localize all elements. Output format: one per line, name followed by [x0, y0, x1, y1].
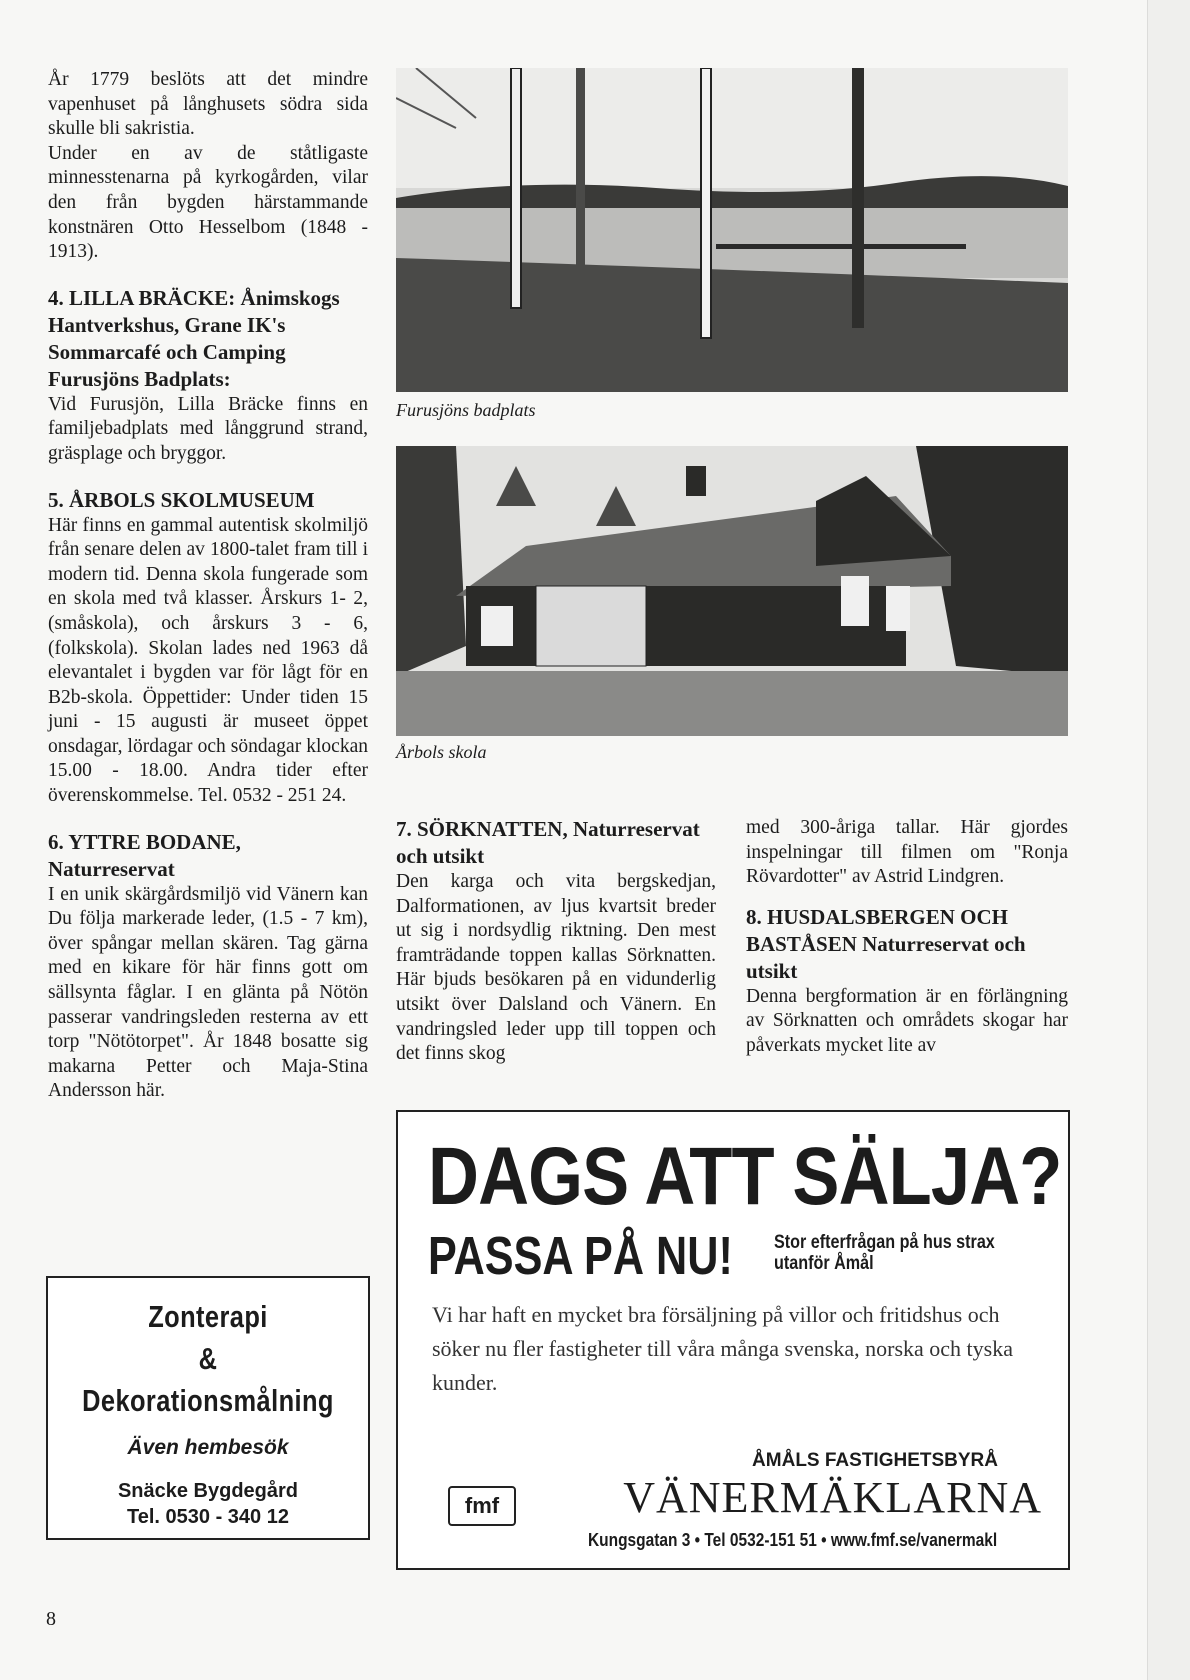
- ad-subheadline: PASSA PÅ NU!: [428, 1226, 733, 1286]
- zonterapi-ad: [46, 1276, 370, 1540]
- intro-paragraph-1: År 1779 beslöts att det mindre vapenhuset på långhusets södra sida skulle bli sakristia.: [48, 69, 368, 140]
- section-6-text: I en unik skärgårdsmiljö vid Vänern kan Du följa markerade leder, (1.5 - 7 km), över spångar mellan skären. Tag gärna med en kikare för här finns gott om sällsynta fåglar. I en glänta på Nötön passerar vandringsleden resterna av ett torp "Nötötorpet". År 1848 bosatte sig makarna Petter och Maja-Stina Andersson här.: [48, 883, 368, 1102]
- ad-brand-name: VÄNERMÄKLARNA: [623, 1473, 1042, 1522]
- section-7-heading: 7. SÖRKNATTEN, Naturreservat och utsikt: [396, 817, 700, 868]
- ad-title-dekoration: Dekorationsmålning: [82, 1383, 334, 1418]
- page-number: 8: [46, 1608, 56, 1630]
- real-estate-ad: [396, 1110, 1070, 1570]
- section-4-subheading: Furusjöns Badplats:: [48, 366, 231, 391]
- ad-title-zonterapi: Zonterapi: [148, 1299, 268, 1334]
- school-photo-caption: Årbols skola: [396, 742, 487, 762]
- section-7-continued: med 300-åriga tallar. Här gjordes inspelningar till filmen om "Ronja Rövardotter" av Astrid Lindgren.: [746, 817, 1068, 888]
- ad-title-ampersand: &: [198, 1341, 218, 1376]
- section-8-heading: 8. HUSDALSBERGEN OCH BASTÅSEN Naturreservat och utsikt: [746, 904, 1026, 983]
- lake-photo: [396, 68, 1068, 392]
- section-7-text: Den karga och vita bergskedjan, Dalformationen, av ljus kvartsit breder ut sig i nordsydlig riktning. Den mest framträdande toppen kallas Sörknatten. Här bjuds besökaren på en vidunderlig utsikt över Dalsland och Vänern. En vandringsled leder upp till toppen och det finns skog: [396, 871, 716, 1065]
- page-edge: [1147, 0, 1190, 1680]
- school-photo: [396, 446, 1068, 736]
- section-4-heading: 4. LILLA BRÄCKE: Ånimskogs Hantverkshus, Grane IK's Sommarcafé och Camping: [48, 285, 340, 364]
- ad-phone: Tel. 0530 - 340 12: [127, 1506, 289, 1528]
- section-5-text: Här finns en gammal autentisk skolmiljö från senare delen av 1800-talet fram till i modern tid. Denna skola fungerade som en skola med två klasser. Årskurs 1- 2, (småskola), och årskurs 3 - 6, (folkskola). Skolan lades ned 1963 då elevantalet i bygden var för lågt för en B2b-skola. Öppettider: Under tiden 15 juni - 15 augusti är museet öppet onsdagar, lördagar och söndagar klockan 15.00 - 18.00. Andra tider efter överenskommelse. Tel. 0532 - 251 24.: [48, 514, 368, 807]
- ad-location: Snäcke Bygdegård: [117, 1480, 299, 1502]
- section-5-heading: 5. ÅRBOLS SKOLMUSEUM: [48, 487, 315, 512]
- section-6-heading: 6. YTTRE BODANE, Naturreservat: [48, 829, 241, 881]
- section-4-text: Vid Furusjön, Lilla Bräcke finns en familjebadplats med långgrund strand, gräsplage och bryggor.: [48, 393, 368, 464]
- intro-paragraph-2: Under en av de ståtligaste minnesstenarna på kyrkogården, vilar den från bygden härstammande konstnären Otto Hesselbom (1848 - 1913).: [48, 142, 368, 263]
- ad-agency-name: ÅMÅLS FASTIGHETSBYRÅ: [752, 1450, 998, 1471]
- ad-home-visit: Även hembesök: [127, 1436, 289, 1459]
- lake-photo-caption: Furusjöns badplats: [396, 400, 536, 420]
- column-middle: [396, 816, 716, 1067]
- column-right: [746, 816, 1068, 1059]
- ad-contact-line: Kungsgatan 3 • Tel 0532-151 51 • www.fmf.se/vanermakl: [588, 1530, 998, 1550]
- fmf-logo-icon: fmf: [448, 1486, 516, 1526]
- column-left: [48, 68, 368, 1104]
- section-8-text: Denna bergformation är en förlängning av Sörknatten och områdets skogar har påverkats mycket lite av: [746, 985, 1068, 1056]
- ad-body-text: Vi har haft en mycket bra försäljning på villor och fritidshus och söker nu fler fastigheter till våra många svenska, norska och tyska kunder.: [432, 1302, 1013, 1395]
- ad-headline: DAGS ATT SÄLJA?: [428, 1131, 1062, 1222]
- ad-subnote: Stor efterfrågan på hus strax utanför Åmål: [774, 1232, 995, 1274]
